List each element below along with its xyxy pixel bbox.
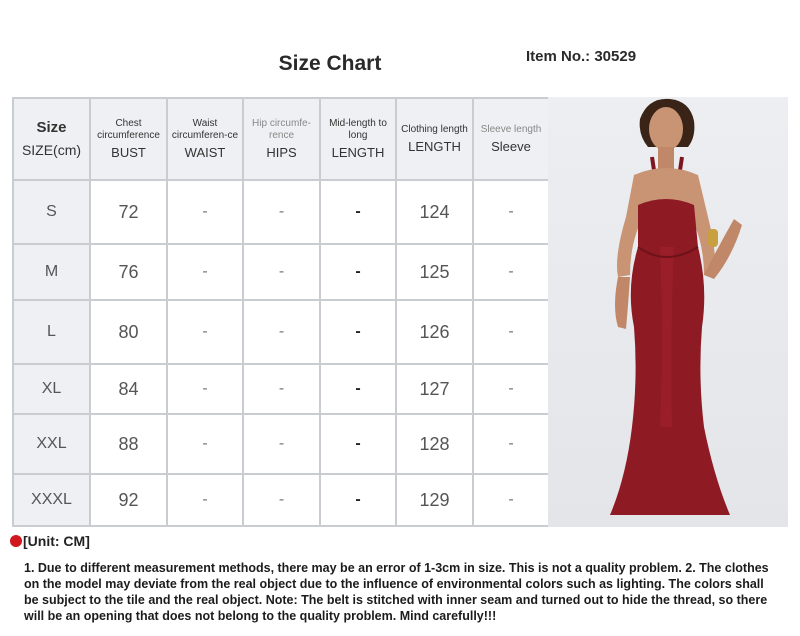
bracelet-icon	[708, 229, 718, 247]
header-hips-desc: Hip circumfe-rence	[252, 118, 311, 141]
waist-cell: -	[167, 300, 243, 364]
size-cell: XXL	[13, 414, 90, 474]
size-cell: L	[13, 300, 90, 364]
size-cell: S	[13, 180, 90, 244]
header-length	[396, 98, 473, 180]
waist-cell: -	[167, 244, 243, 300]
page-title: Size Chart	[278, 52, 382, 75]
table-row	[13, 364, 549, 414]
hips-cell: -	[243, 244, 320, 300]
hips-cell: -	[243, 300, 320, 364]
bust-cell: 84	[90, 364, 167, 414]
bust-cell: 88	[90, 414, 167, 474]
bullet-dot-icon	[10, 535, 22, 547]
size-table	[12, 97, 550, 527]
header-hips	[243, 98, 320, 180]
sleeve-cell: -	[473, 414, 549, 474]
size-cell: M	[13, 244, 90, 300]
bust-cell: 72	[90, 180, 167, 244]
sleeve-cell: -	[473, 364, 549, 414]
waist-cell: -	[167, 414, 243, 474]
left-forearm	[615, 277, 630, 329]
hips-cell: -	[243, 474, 320, 526]
size-cell: XL	[13, 364, 90, 414]
header-waist-label: WAIST	[184, 145, 226, 160]
header-sleeve-desc: Sleeve length	[480, 124, 542, 135]
header-mid-length	[320, 98, 396, 180]
length-cell: 129	[396, 474, 473, 526]
waist-cell: -	[167, 364, 243, 414]
length-cell: 127	[396, 364, 473, 414]
mid-length-cell: -	[320, 364, 396, 414]
mid-length-cell: -	[320, 180, 396, 244]
header-waist	[167, 98, 243, 180]
header-mid-length-desc: Mid-length to long	[329, 118, 387, 141]
header-hips-label: HIPS	[266, 145, 297, 160]
hips-cell: -	[243, 180, 320, 244]
hips-cell: -	[243, 364, 320, 414]
mid-length-cell: -	[320, 300, 396, 364]
header-bust-desc: Chest circumference	[97, 118, 160, 141]
mid-length-cell: -	[320, 474, 396, 526]
disclaimer-note: 1. Due to different measurement methods, there may be an error of 1-3cm in size. This is not a quality problem. 2. The clothes on the model may deviate from the real object due to the influence of environmental colors such as lighting. The colors shall be subject to the tile and the real object. Note: The belt is stitched with inner seam and turned out to hide the thread, so there will be an opening that does not belong to the quality problem. Mind carefully!!!	[24, 561, 769, 623]
mid-length-cell: -	[320, 414, 396, 474]
header-sleeve	[473, 98, 549, 180]
header-mid-length-label: LENGTH	[331, 145, 385, 160]
length-cell: 124	[396, 180, 473, 244]
sleeve-cell: -	[473, 180, 549, 244]
bust-cell: 76	[90, 244, 167, 300]
item-number: Item No.: 30529	[526, 48, 637, 65]
table-row	[13, 180, 549, 244]
header-length-label: LENGTH	[408, 139, 461, 154]
header-length-desc: Clothing length	[401, 124, 468, 135]
header-size-label: Size	[36, 119, 67, 136]
table-row	[13, 244, 549, 300]
length-cell: 125	[396, 244, 473, 300]
model-photo	[548, 97, 788, 527]
waist-cell: -	[167, 474, 243, 526]
header-size-unit: SIZE(cm)	[21, 142, 82, 158]
head-shape	[649, 107, 683, 151]
table-header-row	[13, 98, 549, 180]
table-row	[13, 300, 549, 364]
waist-cell: -	[167, 180, 243, 244]
bust-cell: 92	[90, 474, 167, 526]
sleeve-cell: -	[473, 300, 549, 364]
sleeve-cell: -	[473, 474, 549, 526]
header-bust-label: BUST	[111, 145, 146, 160]
table-row	[13, 474, 549, 526]
sleeve-cell: -	[473, 244, 549, 300]
unit-label	[10, 533, 90, 549]
length-cell: 128	[396, 414, 473, 474]
model-dress-illustration	[548, 97, 788, 527]
header-sleeve-label: Sleeve	[491, 139, 531, 154]
hips-cell: -	[243, 414, 320, 474]
table-row	[13, 414, 549, 474]
length-cell: 126	[396, 300, 473, 364]
mid-length-cell: -	[320, 244, 396, 300]
bust-cell: 80	[90, 300, 167, 364]
header-waist-desc: Waist circumferen-ce	[171, 118, 239, 141]
neck-shape	[658, 147, 674, 169]
unit-text: [Unit: CM]	[23, 533, 90, 549]
header-bust	[90, 98, 167, 180]
size-cell: XXXL	[13, 474, 90, 526]
header-size	[13, 98, 90, 180]
